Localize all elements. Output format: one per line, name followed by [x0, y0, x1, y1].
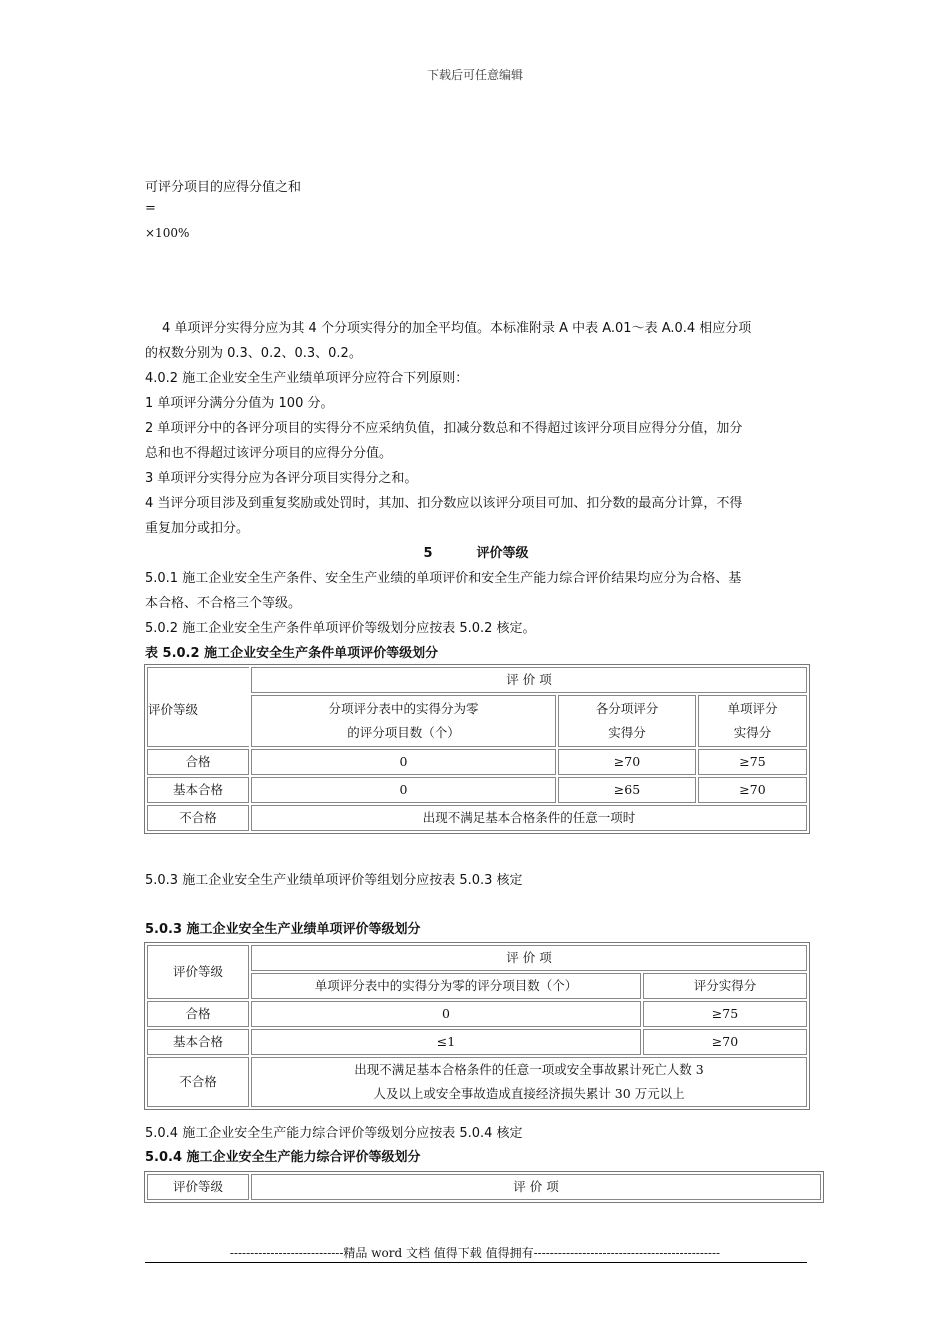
- table3-caption: 5.0.4 施工企业安全生产能力综合评价等级划分: [145, 1150, 421, 1165]
- rule-4-line1: 4 当评分项目涉及到重复奖励或处罚时，其加、扣分数应以该评分项目可加、扣分数的最高分计算，不得: [145, 496, 743, 511]
- paragraph-501-line2: 本合格、不合格三个等级。: [145, 596, 302, 611]
- table2-header-item: 评 价 项: [251, 945, 807, 971]
- table2-row2-c1: ≤1: [251, 1029, 641, 1055]
- paragraph-504: 5.0.4 施工企业安全生产能力综合评价等级划分应按表 5.0.4 核定: [145, 1126, 523, 1141]
- table2-row2-level: 基本合格: [147, 1029, 249, 1055]
- rule-2-line2: 总和也不得超过该评分项目的应得分分值。: [145, 446, 393, 461]
- table1-row2-c1: 0: [251, 777, 556, 803]
- paragraph-4-line1: 4 单项评分实得分应为其 4 个分项实得分的加全平均值。本标准附录 A 中表 A.01～表 A.0.4 相应分项: [162, 321, 752, 336]
- formula-equals: =: [145, 201, 156, 216]
- table1-header-item: 评 价 项: [251, 667, 807, 693]
- table-row: [147, 1001, 807, 1027]
- table1-row2-level: 基本合格: [147, 777, 249, 803]
- table2-row1-c1: 0: [251, 1001, 641, 1027]
- section-number: 5: [423, 546, 433, 561]
- table-504: [144, 1171, 824, 1203]
- paragraph-503: 5.0.3 施工企业安全生产业绩单项评价等组划分应按表 5.0.3 核定: [145, 873, 523, 888]
- paragraph-501-line1: 5.0.1 施工企业安全生产条件、安全生产业绩的单项评价和安全生产能力综合评价结果均应分为合格、基: [145, 571, 742, 586]
- table2-header-col2: 评分实得分: [643, 973, 807, 999]
- table1-header-col2-a: 各分项评分: [595, 701, 659, 716]
- table2-row3-text-b: 人及以上或安全事故造成直接经济损失累计 30 万元以上: [373, 1086, 685, 1101]
- table-row: [147, 805, 807, 831]
- table1-caption: 表 5.0.2 施工企业安全生产条件单项评价等级划分: [145, 646, 439, 661]
- table2-caption: 5.0.3 施工企业安全生产业绩单项评价等级划分: [145, 922, 421, 937]
- table1-header-col2: [558, 695, 696, 747]
- table-row: [147, 1057, 807, 1107]
- table1-row1-c1: 0: [251, 749, 556, 775]
- formula-numerator: 可评分项目的应得分值之和: [145, 180, 302, 195]
- footer-divider: [145, 1262, 807, 1263]
- section-heading: [145, 541, 807, 566]
- table1-header-col3-a: 单项评分: [727, 701, 778, 716]
- table1-header-col2-b: 实得分: [608, 725, 646, 740]
- paragraph-4: [145, 316, 807, 666]
- table1-row1-level: 合格: [147, 749, 249, 775]
- rule-1: 1 单项评分满分分值为 100 分。: [145, 396, 334, 411]
- table1-row1-c2: ≥70: [558, 749, 696, 775]
- table-row: [147, 749, 807, 775]
- table1-header-level: 评价等级: [147, 667, 249, 747]
- table1-row1-c3: ≥75: [698, 749, 807, 775]
- table3-header-level: 评价等级: [147, 1174, 249, 1200]
- table-row: [147, 777, 807, 803]
- table2-header-level: 评价等级: [147, 945, 249, 999]
- rule-2-line1: 2 单项评分中的各评分项目的实得分不应采纳负值，扣减分数总和不得超过该评分项目应得分分值，加分: [145, 421, 743, 436]
- table2-row3-text: [251, 1057, 807, 1107]
- formula-percent: ×100%: [145, 226, 190, 240]
- table1-row2-c2: ≥65: [558, 777, 696, 803]
- paragraph-4-line2: 的权数分别为 0.3、0.2、0.3、0.2。: [145, 346, 362, 361]
- page-header: 下载后可任意编辑: [426, 68, 523, 82]
- table2-row3-text-a: 出现不满足基本合格条件的任意一项或安全事故累计死亡人数 3: [354, 1062, 704, 1077]
- table2-header-col1: 单项评分表中的实得分为零的评分项目数（个）: [251, 973, 641, 999]
- table1-row2-c3: ≥70: [698, 777, 807, 803]
- table1-header-col3-b: 实得分: [733, 725, 772, 740]
- table1-header-col3: [698, 695, 807, 747]
- table-503: [144, 942, 810, 1110]
- table1-header-col1-a: 分项评分表中的实得分为零: [328, 701, 479, 716]
- table1-header-col1: [251, 695, 556, 747]
- table1-row3-level: 不合格: [147, 805, 249, 831]
- table-502: [144, 664, 810, 834]
- table2-row3-level: 不合格: [147, 1057, 249, 1107]
- table2-row1-level: 合格: [147, 1001, 249, 1027]
- page-footer: ----------------------------精品 word 文档 值得下载 值得拥有----------------------------------------------: [229, 1246, 721, 1260]
- rule-3: 3 单项评分实得分应为各评分项目实得分之和。: [145, 471, 418, 486]
- table1-header-col1-b: 的评分项目数（个）: [347, 725, 460, 740]
- table3-header-item: 评 价 项: [251, 1174, 821, 1200]
- table1-row3-text: 出现不满足基本合格条件的任意一项时: [251, 805, 807, 831]
- table-row: [147, 1029, 807, 1055]
- paragraph-502: 5.0.2 施工企业安全生产条件单项评价等级划分应按表 5.0.2 核定。: [145, 621, 536, 636]
- paragraph-402: 4.0.2 施工企业安全生产业绩单项评分应符合下列原则：: [145, 371, 469, 386]
- section-title: 评价等级: [476, 546, 529, 561]
- table2-row2-c2: ≥70: [643, 1029, 807, 1055]
- table2-row1-c2: ≥75: [643, 1001, 807, 1027]
- rule-4-line2: 重复加分或扣分。: [145, 521, 250, 536]
